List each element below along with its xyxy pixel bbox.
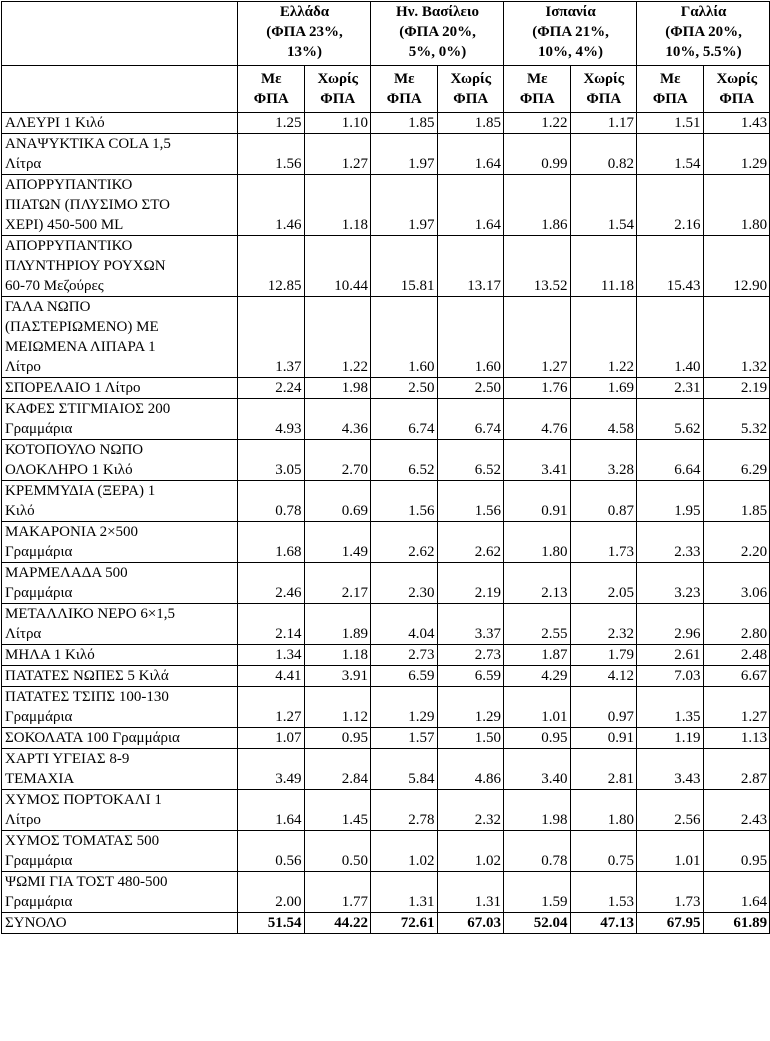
product-name: ΚΑΦΕΣ ΣΤΙΓΜΙΑΙΟΣ 200 Γραμμάρια: [2, 399, 238, 440]
price-without-vat: 1.73: [570, 522, 637, 563]
table-row: [2, 604, 770, 645]
price-with-vat: 1.31: [371, 872, 438, 913]
price-without-vat: 44.22: [304, 913, 371, 934]
price-without-vat: 1.54: [570, 175, 637, 236]
price-without-vat: 1.77: [304, 872, 371, 913]
table-row: [2, 378, 770, 399]
price-without-vat: 3.37: [437, 604, 504, 645]
price-with-vat: 1.01: [637, 831, 704, 872]
price-without-vat: 1.89: [304, 604, 371, 645]
price-without-vat: 1.64: [437, 134, 504, 175]
table-row: [2, 645, 770, 666]
price-without-vat: 1.02: [437, 831, 504, 872]
price-without-vat: 2.70: [304, 440, 371, 481]
price-with-vat: 1.27: [504, 297, 571, 378]
product-name: ΚΟΤΟΠΟΥΛΟ ΝΩΠΟ ΟΛΟΚΛΗΡΟ 1 Κιλό: [2, 440, 238, 481]
table-row: [2, 134, 770, 175]
corner-cell: [2, 66, 238, 113]
price-with-vat: 4.29: [504, 666, 571, 687]
price-without-vat: 13.17: [437, 236, 504, 297]
price-with-vat: 3.05: [238, 440, 305, 481]
price-with-vat: 0.99: [504, 134, 571, 175]
price-with-vat: 1.86: [504, 175, 571, 236]
price-without-vat: 2.19: [703, 378, 770, 399]
price-with-vat: 51.54: [238, 913, 305, 934]
price-without-vat: 11.18: [570, 236, 637, 297]
price-without-vat: 2.62: [437, 522, 504, 563]
total-label: ΣΥΝΟΛΟ: [2, 913, 238, 934]
price-without-vat: 1.69: [570, 378, 637, 399]
price-without-vat: 1.18: [304, 645, 371, 666]
product-name: ΨΩΜΙ ΓΙΑ ΤΟΣΤ 480-500 Γραμμάρια: [2, 872, 238, 913]
price-without-vat: 1.45: [304, 790, 371, 831]
price-with-vat: 52.04: [504, 913, 571, 934]
price-with-vat: 4.04: [371, 604, 438, 645]
price-without-vat: 1.18: [304, 175, 371, 236]
price-with-vat: 1.97: [371, 134, 438, 175]
country-header: Ην. Βασίλειο (ΦΠΑ 20%, 5%, 0%): [371, 2, 504, 66]
price-without-vat: 1.85: [703, 481, 770, 522]
price-without-vat: 1.60: [437, 297, 504, 378]
product-name: ΜΑΡΜΕΛΑΔΑ 500 Γραμμάρια: [2, 563, 238, 604]
price-without-vat: 2.81: [570, 749, 637, 790]
table-row: [2, 175, 770, 236]
price-with-vat: 1.27: [238, 687, 305, 728]
price-without-vat: 2.43: [703, 790, 770, 831]
product-name: ΧΑΡΤΙ ΥΓΕΙΑΣ 8-9 ΤΕΜΑΧΙΑ: [2, 749, 238, 790]
table-row: [2, 872, 770, 913]
price-without-vat: 4.86: [437, 749, 504, 790]
price-with-vat: 72.61: [371, 913, 438, 934]
price-without-vat: 1.29: [437, 687, 504, 728]
without-vat-header: Χωρίς ΦΠΑ: [304, 66, 371, 113]
price-with-vat: 1.29: [371, 687, 438, 728]
price-with-vat: 3.40: [504, 749, 571, 790]
price-with-vat: 1.46: [238, 175, 305, 236]
table-row: [2, 666, 770, 687]
price-without-vat: 47.13: [570, 913, 637, 934]
price-with-vat: 3.43: [637, 749, 704, 790]
price-without-vat: 3.28: [570, 440, 637, 481]
product-name: ΚΡΕΜΜΥΔΙΑ (ΞΕΡΑ) 1 Κιλό: [2, 481, 238, 522]
table-row: [2, 522, 770, 563]
price-with-vat: 2.61: [637, 645, 704, 666]
price-with-vat: 1.60: [371, 297, 438, 378]
price-without-vat: 10.44: [304, 236, 371, 297]
product-name: ΣΠΟΡΕΛΑΙΟ 1 Λίτρο: [2, 378, 238, 399]
price-without-vat: 2.32: [570, 604, 637, 645]
price-with-vat: 4.41: [238, 666, 305, 687]
price-without-vat: 61.89: [703, 913, 770, 934]
price-without-vat: 1.79: [570, 645, 637, 666]
price-with-vat: 1.07: [238, 728, 305, 749]
price-without-vat: 3.91: [304, 666, 371, 687]
price-with-vat: 2.14: [238, 604, 305, 645]
price-without-vat: 6.59: [437, 666, 504, 687]
price-without-vat: 2.05: [570, 563, 637, 604]
product-name: ΓΑΛΑ ΝΩΠΟ (ΠΑΣΤΕΡΙΩΜΕΝΟ) ΜΕ ΜΕΙΩΜΕΝΑ ΛΙΠΑΡΑ 1 Λίτρο: [2, 297, 238, 378]
price-with-vat: 1.51: [637, 113, 704, 134]
price-with-vat: 6.59: [371, 666, 438, 687]
product-name: ΜΗΛΑ 1 Κιλό: [2, 645, 238, 666]
table-row: [2, 790, 770, 831]
price-without-vat: 1.29: [703, 134, 770, 175]
table-row: [2, 563, 770, 604]
country-header: Γαλλία (ΦΠΑ 20%, 10%, 5.5%): [637, 2, 770, 66]
price-without-vat: 0.82: [570, 134, 637, 175]
price-without-vat: 4.12: [570, 666, 637, 687]
product-name: ΜΑΚΑΡΟΝΙΑ 2×500 Γραμμάρια: [2, 522, 238, 563]
price-without-vat: 2.87: [703, 749, 770, 790]
price-with-vat: 2.31: [637, 378, 704, 399]
price-with-vat: 2.46: [238, 563, 305, 604]
price-with-vat: 1.64: [238, 790, 305, 831]
price-without-vat: 1.17: [570, 113, 637, 134]
table-row: [2, 297, 770, 378]
price-with-vat: 2.24: [238, 378, 305, 399]
price-with-vat: 3.49: [238, 749, 305, 790]
price-without-vat: 1.27: [304, 134, 371, 175]
table-row: [2, 749, 770, 790]
price-without-vat: 6.67: [703, 666, 770, 687]
price-with-vat: 1.02: [371, 831, 438, 872]
price-with-vat: 0.56: [238, 831, 305, 872]
price-with-vat: 5.84: [371, 749, 438, 790]
price-with-vat: 15.43: [637, 236, 704, 297]
price-without-vat: 1.98: [304, 378, 371, 399]
price-without-vat: 4.36: [304, 399, 371, 440]
price-without-vat: 0.95: [703, 831, 770, 872]
price-with-vat: 1.35: [637, 687, 704, 728]
price-with-vat: 2.00: [238, 872, 305, 913]
price-without-vat: 0.91: [570, 728, 637, 749]
product-name: ΠΑΤΑΤΕΣ ΝΩΠΕΣ 5 Κιλά: [2, 666, 238, 687]
price-with-vat: 1.95: [637, 481, 704, 522]
price-without-vat: 1.64: [437, 175, 504, 236]
table-row: [2, 831, 770, 872]
price-with-vat: 1.56: [238, 134, 305, 175]
price-without-vat: 1.80: [570, 790, 637, 831]
price-with-vat: 2.30: [371, 563, 438, 604]
price-with-vat: 1.73: [637, 872, 704, 913]
price-with-vat: 1.68: [238, 522, 305, 563]
table-row: [2, 440, 770, 481]
table-row: [2, 399, 770, 440]
price-with-vat: 1.19: [637, 728, 704, 749]
price-without-vat: 1.85: [437, 113, 504, 134]
product-name: ΧΥΜΟΣ ΠΟΡΤΟΚΑΛΙ 1 Λίτρο: [2, 790, 238, 831]
without-vat-header: Χωρίς ΦΠΑ: [703, 66, 770, 113]
price-without-vat: 1.13: [703, 728, 770, 749]
country-header: Ελλάδα (ΦΠΑ 23%, 13%): [238, 2, 371, 66]
with-vat-header: Με ΦΠΑ: [504, 66, 571, 113]
price-with-vat: 67.95: [637, 913, 704, 934]
price-with-vat: 5.62: [637, 399, 704, 440]
table-row: [2, 236, 770, 297]
price-with-vat: 12.85: [238, 236, 305, 297]
price-with-vat: 0.78: [504, 831, 571, 872]
product-name: ΜΕΤΑΛΛΙΚΟ ΝΕΡΟ 6×1,5 Λίτρα: [2, 604, 238, 645]
price-with-vat: 2.78: [371, 790, 438, 831]
without-vat-header: Χωρίς ΦΠΑ: [437, 66, 504, 113]
table-row: [2, 687, 770, 728]
price-without-vat: 1.49: [304, 522, 371, 563]
price-without-vat: 2.73: [437, 645, 504, 666]
price-without-vat: 1.50: [437, 728, 504, 749]
price-with-vat: 2.13: [504, 563, 571, 604]
price-without-vat: 0.97: [570, 687, 637, 728]
product-name: ΑΠΟΡΡΥΠΑΝΤΙΚΟ ΠΛΥΝΤΗΡΙΟΥ ΡΟΥΧΩΝ 60-70 Μεζούρες: [2, 236, 238, 297]
price-with-vat: 1.59: [504, 872, 571, 913]
price-without-vat: 2.80: [703, 604, 770, 645]
price-with-vat: 13.52: [504, 236, 571, 297]
price-with-vat: 1.85: [371, 113, 438, 134]
price-without-vat: 1.10: [304, 113, 371, 134]
price-without-vat: 1.56: [437, 481, 504, 522]
price-with-vat: 2.16: [637, 175, 704, 236]
price-without-vat: 1.43: [703, 113, 770, 134]
price-without-vat: 6.29: [703, 440, 770, 481]
price-without-vat: 6.52: [437, 440, 504, 481]
price-with-vat: 2.73: [371, 645, 438, 666]
price-with-vat: 1.54: [637, 134, 704, 175]
country-header-row: [2, 2, 770, 66]
product-name: ΑΝΑΨΥΚΤΙΚΑ COLA 1,5 Λίτρα: [2, 134, 238, 175]
price-with-vat: 0.95: [504, 728, 571, 749]
price-with-vat: 2.50: [371, 378, 438, 399]
total-row: [2, 913, 770, 934]
price-with-vat: 15.81: [371, 236, 438, 297]
price-with-vat: 2.62: [371, 522, 438, 563]
price-without-vat: 6.74: [437, 399, 504, 440]
table-body: [2, 113, 770, 934]
table-row: [2, 481, 770, 522]
price-with-vat: 6.52: [371, 440, 438, 481]
without-vat-header: Χωρίς ΦΠΑ: [570, 66, 637, 113]
price-with-vat: 1.56: [371, 481, 438, 522]
product-name: ΠΑΤΑΤΕΣ ΤΣΙΠΣ 100-130 Γραμμάρια: [2, 687, 238, 728]
price-without-vat: 4.58: [570, 399, 637, 440]
country-header: Ισπανία (ΦΠΑ 21%, 10%, 4%): [504, 2, 637, 66]
price-without-vat: 1.53: [570, 872, 637, 913]
price-with-vat: 0.91: [504, 481, 571, 522]
product-name: ΑΛΕΥΡΙ 1 Κιλό: [2, 113, 238, 134]
price-without-vat: 5.32: [703, 399, 770, 440]
price-without-vat: 1.27: [703, 687, 770, 728]
price-comparison-table: [1, 1, 770, 934]
price-with-vat: 1.80: [504, 522, 571, 563]
price-with-vat: 4.93: [238, 399, 305, 440]
price-without-vat: 2.50: [437, 378, 504, 399]
price-without-vat: 0.87: [570, 481, 637, 522]
product-name: ΑΠΟΡΡΥΠΑΝΤΙΚΟ ΠΙΑΤΩΝ (ΠΛΥΣΙΜΟ ΣΤΟ ΧΕΡΙ) 450-500 ML: [2, 175, 238, 236]
price-with-vat: 2.96: [637, 604, 704, 645]
price-without-vat: 2.20: [703, 522, 770, 563]
price-with-vat: 1.40: [637, 297, 704, 378]
vat-subheader-row: [2, 66, 770, 113]
price-without-vat: 1.22: [570, 297, 637, 378]
price-without-vat: 12.90: [703, 236, 770, 297]
price-with-vat: 3.41: [504, 440, 571, 481]
price-without-vat: 1.80: [703, 175, 770, 236]
price-without-vat: 0.69: [304, 481, 371, 522]
price-with-vat: 7.03: [637, 666, 704, 687]
price-without-vat: 0.95: [304, 728, 371, 749]
price-with-vat: 1.37: [238, 297, 305, 378]
price-with-vat: 1.34: [238, 645, 305, 666]
price-with-vat: 2.55: [504, 604, 571, 645]
with-vat-header: Με ΦΠΑ: [238, 66, 305, 113]
price-with-vat: 2.56: [637, 790, 704, 831]
price-with-vat: 1.97: [371, 175, 438, 236]
with-vat-header: Με ΦΠΑ: [371, 66, 438, 113]
product-name: ΧΥΜΟΣ ΤΟΜΑΤΑΣ 500 Γραμμάρια: [2, 831, 238, 872]
price-with-vat: 1.25: [238, 113, 305, 134]
price-with-vat: 6.64: [637, 440, 704, 481]
price-without-vat: 1.64: [703, 872, 770, 913]
price-without-vat: 0.75: [570, 831, 637, 872]
price-with-vat: 1.57: [371, 728, 438, 749]
price-without-vat: 1.31: [437, 872, 504, 913]
price-with-vat: 1.98: [504, 790, 571, 831]
price-without-vat: 0.50: [304, 831, 371, 872]
price-with-vat: 1.76: [504, 378, 571, 399]
price-with-vat: 4.76: [504, 399, 571, 440]
price-with-vat: 1.01: [504, 687, 571, 728]
price-without-vat: 2.48: [703, 645, 770, 666]
price-without-vat: 67.03: [437, 913, 504, 934]
price-without-vat: 2.19: [437, 563, 504, 604]
price-without-vat: 2.84: [304, 749, 371, 790]
price-without-vat: 1.12: [304, 687, 371, 728]
price-without-vat: 1.32: [703, 297, 770, 378]
price-with-vat: 0.78: [238, 481, 305, 522]
price-without-vat: 1.22: [304, 297, 371, 378]
price-without-vat: 2.32: [437, 790, 504, 831]
price-with-vat: 6.74: [371, 399, 438, 440]
price-with-vat: 3.23: [637, 563, 704, 604]
price-with-vat: 1.22: [504, 113, 571, 134]
price-without-vat: 3.06: [703, 563, 770, 604]
price-with-vat: 2.33: [637, 522, 704, 563]
price-with-vat: 1.87: [504, 645, 571, 666]
price-without-vat: 2.17: [304, 563, 371, 604]
table-row: [2, 728, 770, 749]
corner-cell: [2, 2, 238, 66]
product-name: ΣΟΚΟΛΑΤΑ 100 Γραμμάρια: [2, 728, 238, 749]
with-vat-header: Με ΦΠΑ: [637, 66, 704, 113]
table-row: [2, 113, 770, 134]
